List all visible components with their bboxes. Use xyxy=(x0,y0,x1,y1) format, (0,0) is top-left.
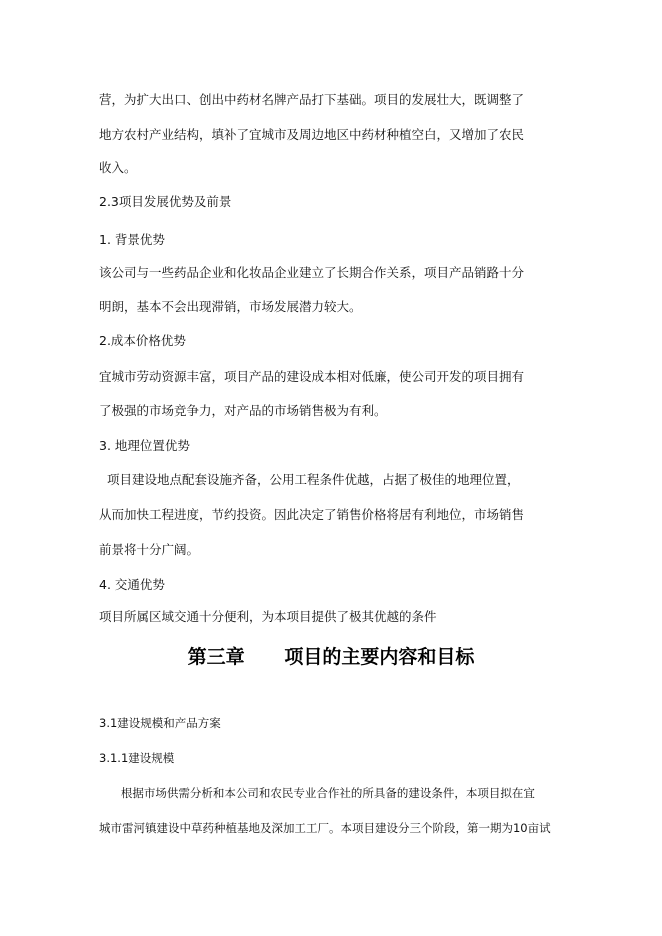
subsection-heading: 1. 背景优势 xyxy=(99,232,165,247)
subsection-heading: 4. 交通优势 xyxy=(99,577,165,592)
paragraph-line: 了极强的市场竞争力，对产品的市场销售极为有利。 xyxy=(99,403,387,418)
chapter-title: 第三章 项目的主要内容和目标 xyxy=(187,646,475,668)
paragraph-line: 根据市场供需分析和本公司和农民专业合作社的所具备的建设条件，本项目拟在宜 xyxy=(99,786,535,800)
paragraph-line: 项目所属区域交通十分便利，为本项目提供了极其优越的条件 xyxy=(99,609,437,624)
section-heading: 2.3项目发展优势及前景 xyxy=(99,194,232,209)
paragraph-line: 地方农村产业结构，填补了宜城市及周边地区中药材种植空白，又增加了农民 xyxy=(99,127,525,142)
paragraph-line: 从而加快工程进度，节约投资。因此决定了销售价格将居有利地位，市场销售 xyxy=(99,507,525,522)
subsection-heading: 2.成本价格优势 xyxy=(99,333,186,348)
paragraph-line: 城市雷河镇建设中草药种植基地及深加工工厂。本项目建设分三个阶段，第一期为10亩试 xyxy=(99,821,551,835)
paragraph-line: 该公司与一些药品企业和化妆品企业建立了长期合作关系，项目产品销路十分 xyxy=(99,265,525,280)
paragraph-line: 前景将十分广阔。 xyxy=(99,542,200,557)
section-heading: 3.1建设规模和产品方案 xyxy=(99,716,221,730)
paragraph-line: 项目建设地点配套设施齐备，公用工程条件优越，占据了极佳的地理位置， xyxy=(99,472,520,487)
paragraph-line: 收入。 xyxy=(99,160,137,175)
paragraph-line: 明朗，基本不会出现滞销，市场发展潜力较大。 xyxy=(99,299,362,314)
subsection-heading: 3.1.1建设规模 xyxy=(99,751,175,765)
paragraph-line: 宜城市劳动资源丰富，项目产品的建设成本相对低廉，使公司开发的项目拥有 xyxy=(99,369,525,384)
paragraph-line: 营，为扩大出口、创出中药材名牌产品打下基础。项目的发展壮大，既调整了 xyxy=(99,92,525,107)
subsection-heading: 3. 地理位置优势 xyxy=(99,438,190,453)
